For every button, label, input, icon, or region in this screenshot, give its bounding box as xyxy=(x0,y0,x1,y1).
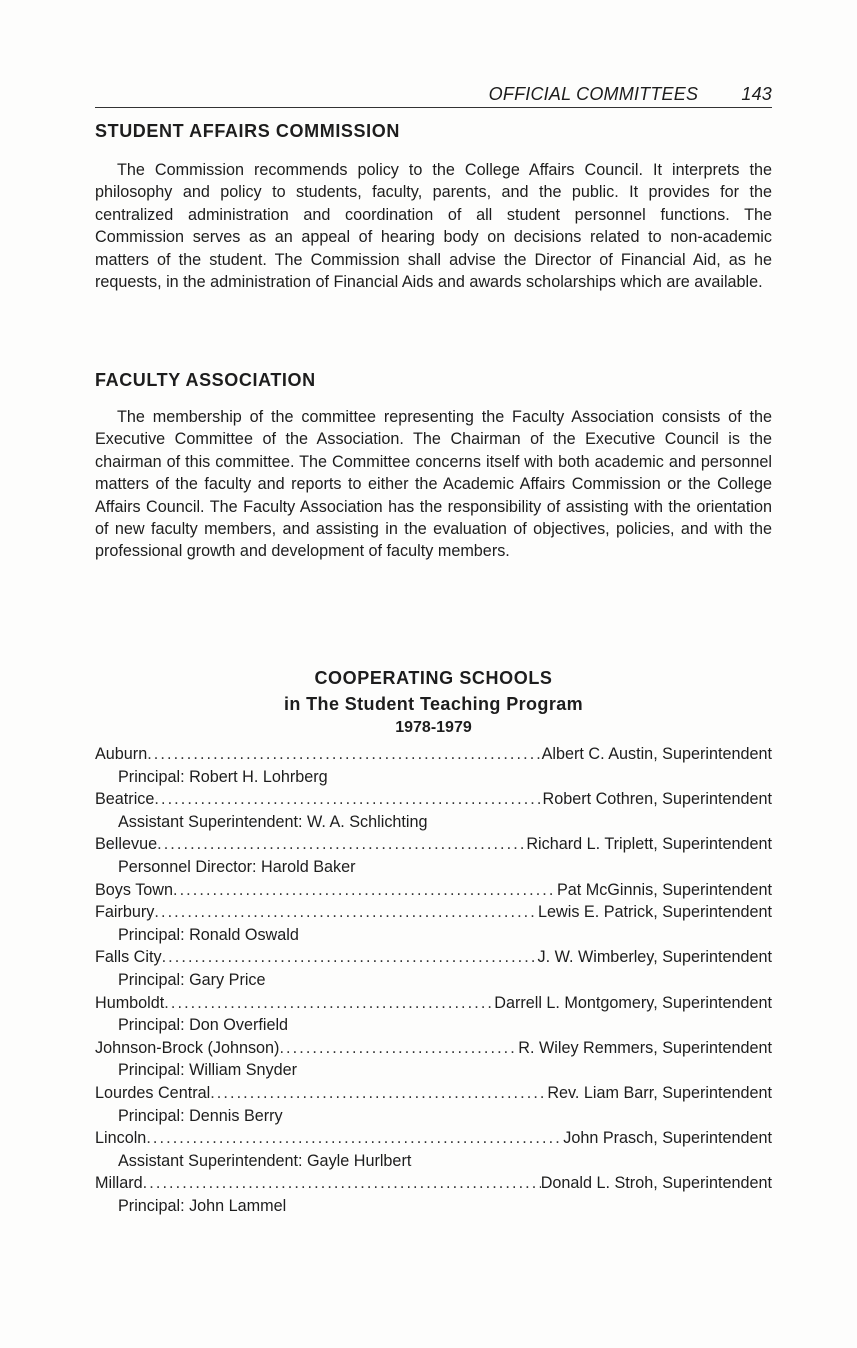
school-staff: Personnel Director: Harold Baker xyxy=(118,857,356,876)
header-rule xyxy=(95,107,772,108)
superintendent: Darrell L. Montgomery, Superintendent xyxy=(494,993,772,1012)
school-staff: Assistant Superintendent: Gayle Hurlbert xyxy=(118,1151,412,1170)
dot-leader xyxy=(279,1037,518,1060)
school-name: Boys Town xyxy=(95,880,173,899)
school-staff: Principal: John Lammel xyxy=(118,1196,287,1215)
superintendent: Pat McGinnis, Superintendent xyxy=(556,880,772,899)
school-staff: Assistant Superintendent: W. A. Schlichting xyxy=(118,812,428,831)
cooperating-schools-title: COOPERATING SCHOOLS xyxy=(314,668,553,688)
school-entry xyxy=(95,992,772,1015)
school-name: Millard xyxy=(95,1174,143,1193)
dot-leader xyxy=(162,946,538,969)
school-name: Lincoln xyxy=(95,1129,147,1148)
section-heading-student-affairs: STUDENT AFFAIRS COMMISSION xyxy=(95,121,400,141)
student-affairs-body: The Commission recommends policy to the College Affairs Council. It interprets the philosophy and policy to students, faculty, parents, and the public. It provides for the centralized administration and coordination of all student personnel functions. The Commission serves as an appeal of hearing body on decisions related to non-academic matters of the student. The Commission shall advise the Director of Financial Aid, as he requests, in the administration of Financial Aids and awards scholarships which are available. xyxy=(95,161,772,292)
school-entry xyxy=(95,1172,772,1195)
school-name: Humboldt xyxy=(95,993,165,1012)
school-staff: Principal: Gary Price xyxy=(118,970,266,989)
school-staff: Principal: Don Overfield xyxy=(118,1016,289,1035)
superintendent: Lewis E. Patrick, Superintendent xyxy=(538,903,772,922)
dot-leader xyxy=(154,901,538,924)
superintendent: Rev. Liam Barr, Superintendent xyxy=(547,1083,772,1102)
dot-leader xyxy=(173,879,557,902)
school-entry xyxy=(95,1127,772,1150)
school-staff: Principal: Robert H. Lohrberg xyxy=(118,767,328,786)
superintendent: Donald L. Stroh, Superintendent xyxy=(540,1174,772,1193)
school-entry xyxy=(95,901,772,924)
page-number: 143 xyxy=(741,84,772,104)
school-name: Falls City xyxy=(95,948,162,967)
dot-leader xyxy=(164,992,494,1015)
dot-leader xyxy=(147,743,541,766)
school-staff: Principal: Ronald Oswald xyxy=(118,925,299,944)
schools-list xyxy=(95,743,772,1217)
superintendent: J. W. Wimberley, Superintendent xyxy=(537,948,772,967)
school-name: Beatrice xyxy=(95,790,155,809)
superintendent: Albert C. Austin, Superintendent xyxy=(541,745,772,763)
school-staff: Principal: Dennis Berry xyxy=(118,1106,283,1125)
dot-leader xyxy=(154,788,542,811)
school-entry xyxy=(95,879,772,902)
school-entry xyxy=(95,946,772,969)
school-entry xyxy=(95,788,772,811)
section-heading-faculty-association: FACULTY ASSOCIATION xyxy=(95,370,316,390)
school-name: Fairbury xyxy=(95,903,155,922)
school-name: Bellevue xyxy=(95,835,158,854)
running-header xyxy=(489,84,772,105)
school-name: Lourdes Central xyxy=(95,1083,211,1102)
school-entry xyxy=(95,743,772,766)
faculty-association-body: The membership of the committee representing the Faculty Association consists of the Executive Committee of the Association. The Chairman of the Executive Council is the chairman of this committee. The Committee concerns itself with both academic and personnel matters of the faculty and reports to either the Academic Affairs Commission or the College Affairs Council. The Faculty Association has the responsibility of assisting with the orientation of new faculty members, and assisting in the evaluation of objectives, policies, and with the professional growth and development of faculty members. xyxy=(95,408,772,561)
school-entry xyxy=(95,1037,772,1060)
school-entry xyxy=(95,1082,772,1105)
school-name: Johnson-Brock (Johnson) xyxy=(95,1038,280,1057)
school-staff: Principal: William Snyder xyxy=(118,1061,298,1080)
superintendent: Robert Cothren, Superintendent xyxy=(542,790,772,809)
running-title: OFFICIAL COMMITTEES xyxy=(488,84,699,104)
dot-leader xyxy=(157,833,526,856)
superintendent: Richard L. Triplett, Superintendent xyxy=(526,835,772,854)
cooperating-schools-years: 1978-1979 xyxy=(395,719,472,736)
superintendent: R. Wiley Remmers, Superintendent xyxy=(518,1038,772,1057)
school-entry xyxy=(95,833,772,856)
superintendent: John Prasch, Superintendent xyxy=(563,1129,772,1148)
dot-leader xyxy=(210,1082,547,1105)
dot-leader xyxy=(143,1172,541,1195)
cooperating-schools-subtitle: in The Student Teaching Program xyxy=(283,694,584,714)
dot-leader xyxy=(146,1127,563,1150)
school-name: Auburn xyxy=(95,745,148,763)
